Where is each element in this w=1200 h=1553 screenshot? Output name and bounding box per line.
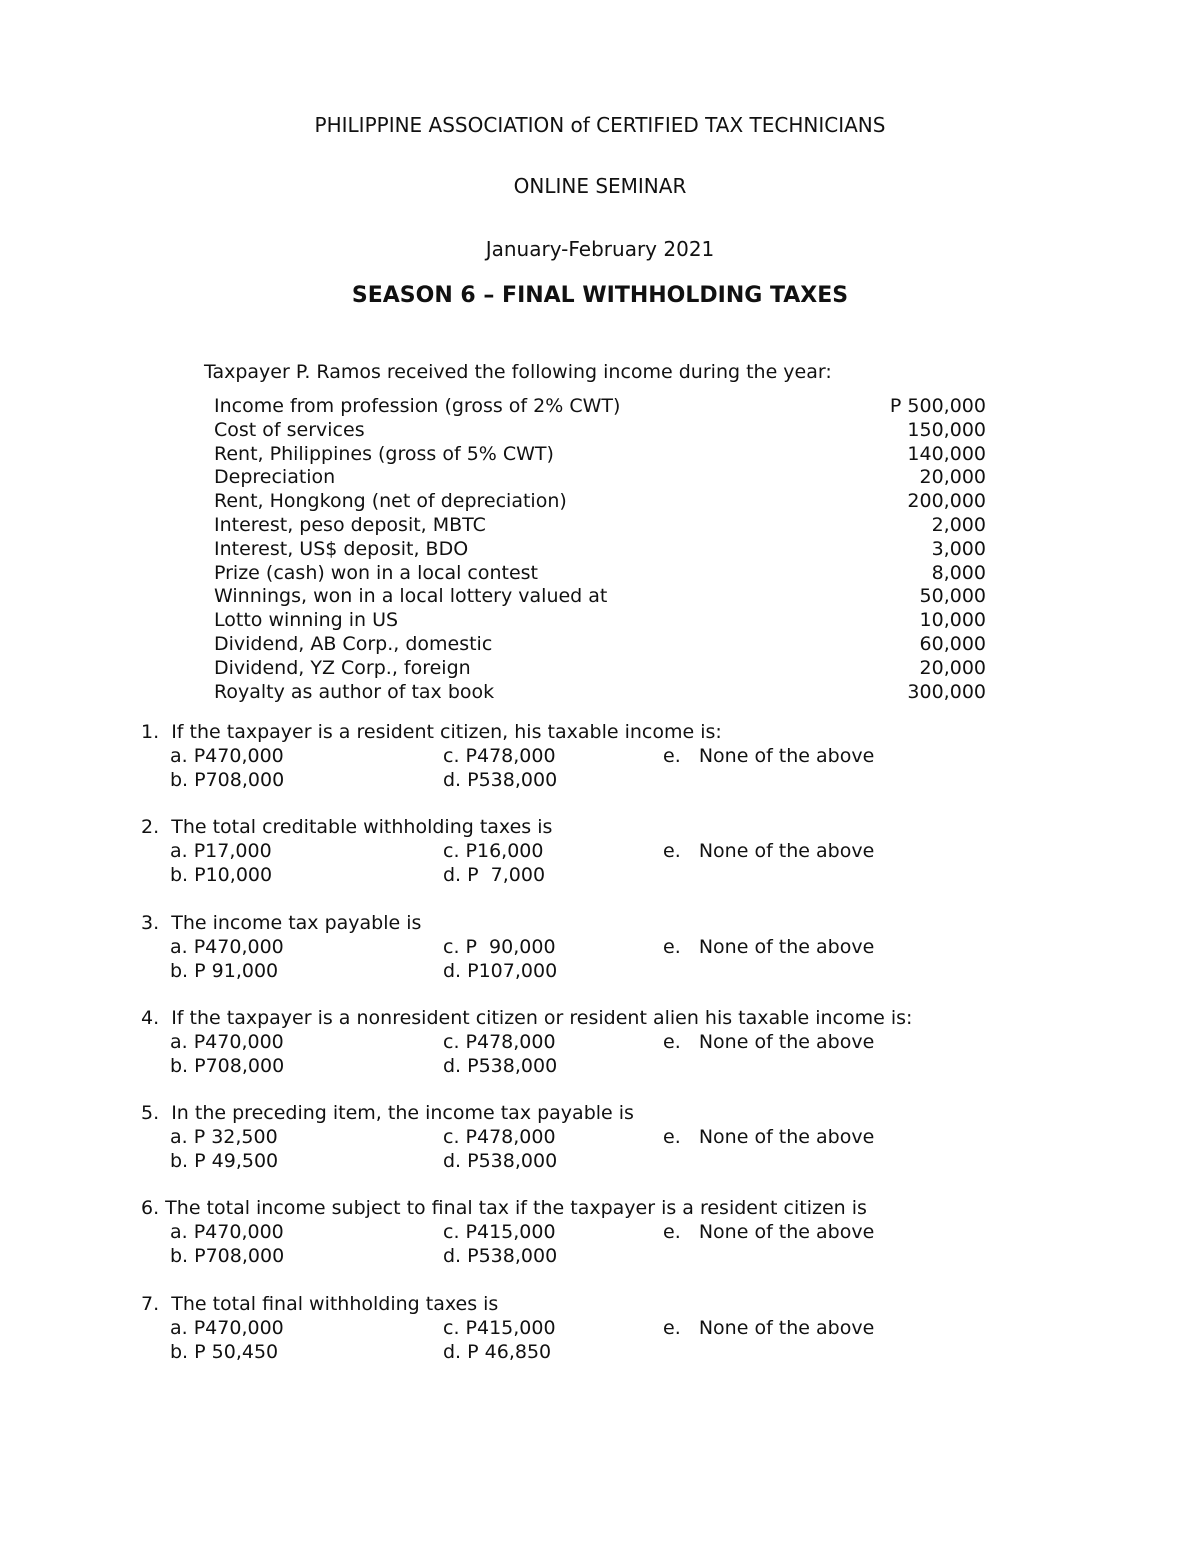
option-e: e. None of the above <box>663 1030 875 1053</box>
income-label: Interest, peso deposit, MBTC <box>214 513 486 536</box>
organization-heading: PHILIPPINE ASSOCIATION of CERTIFIED TAX TECHNICIANS <box>314 113 886 137</box>
question-stem: 7. The total final withholding taxes is <box>141 1292 499 1315</box>
question-stem: 4. If the taxpayer is a nonresident citizen or resident alien his taxable income is: <box>141 1006 913 1029</box>
income-row <box>214 442 986 466</box>
income-amount: 140,000 <box>907 442 986 465</box>
income-row <box>214 418 986 442</box>
income-label: Dividend, YZ Corp., foreign <box>214 656 471 679</box>
income-row <box>214 561 986 585</box>
income-label: Depreciation <box>214 466 336 489</box>
option-a: a. P 32,500 <box>170 1126 278 1149</box>
income-label: Interest, US$ deposit, BDO <box>214 537 469 560</box>
income-label: Prize (cash) won in a local contest <box>214 561 539 584</box>
income-row <box>214 394 986 418</box>
income-amount: 2,000 <box>931 513 986 536</box>
option-b: b. P 49,500 <box>170 1150 279 1173</box>
event-heading: ONLINE SEMINAR <box>513 174 687 198</box>
option-d: d. P538,000 <box>443 769 558 791</box>
option-a: a. P17,000 <box>170 840 272 863</box>
option-c: c. P478,000 <box>443 1126 556 1149</box>
income-label: Lotto winning in US <box>214 609 399 632</box>
question-item <box>141 1101 1041 1196</box>
question-item <box>141 720 1041 815</box>
income-amount: 200,000 <box>907 490 986 513</box>
income-amount: 8,000 <box>931 561 986 584</box>
option-b: b. P708,000 <box>170 1245 285 1268</box>
option-b: b. P 50,450 <box>170 1340 279 1363</box>
intro-text: Taxpayer P. Ramos received the following income during the year: <box>204 361 832 383</box>
income-label: Royalty as author of tax book <box>214 680 495 703</box>
income-label: Income from profession (gross of 2% CWT) <box>214 395 621 417</box>
option-a: a. P470,000 <box>170 935 284 958</box>
option-e: e. None of the above <box>663 1221 875 1244</box>
income-amount: 3,000 <box>931 537 986 560</box>
income-row <box>214 680 986 704</box>
page-title: SEASON 6 – FINAL WITHHOLDING TAXES <box>351 283 849 308</box>
income-row <box>214 465 986 489</box>
question-item <box>141 911 1041 1006</box>
question-item <box>141 1196 1041 1291</box>
income-label: Cost of services <box>214 418 365 441</box>
income-amount: 10,000 <box>919 609 986 632</box>
option-a: a. P470,000 <box>170 1316 284 1339</box>
income-amount: 50,000 <box>919 585 986 608</box>
option-e: e. None of the above <box>663 1316 875 1339</box>
income-amount: 150,000 <box>907 418 986 441</box>
income-row <box>214 632 986 656</box>
option-b: b. P708,000 <box>170 1054 285 1077</box>
income-row <box>214 489 986 513</box>
income-label: Rent, Hongkong (net of depreciation) <box>214 490 567 513</box>
option-c: c. P 90,000 <box>443 935 556 958</box>
option-d: d. P107,000 <box>443 959 558 982</box>
income-row <box>214 656 986 680</box>
option-e: e. None of the above <box>663 840 875 863</box>
option-a: a. P470,000 <box>170 1221 284 1244</box>
option-c: c. P16,000 <box>443 840 544 863</box>
income-row <box>214 513 986 537</box>
option-e: e. None of the above <box>663 1126 875 1149</box>
question-stem: 5. In the preceding item, the income tax payable is <box>141 1102 634 1125</box>
income-amount: P 500,000 <box>889 395 986 417</box>
question-item <box>141 815 1041 910</box>
question-stem: 3. The income tax payable is <box>141 911 422 934</box>
option-e: e. None of the above <box>663 745 875 767</box>
option-d: d. P 7,000 <box>443 864 546 887</box>
option-c: c. P478,000 <box>443 745 556 767</box>
option-b: b. P708,000 <box>170 769 285 791</box>
question-stem: 6. The total income subject to final tax if the taxpayer is a resident citizen is <box>141 1197 867 1220</box>
date-heading: January-February 2021 <box>485 237 715 261</box>
question-item <box>141 1292 1041 1387</box>
option-d: d. P538,000 <box>443 1054 558 1077</box>
income-row <box>214 584 986 608</box>
option-d: d. P538,000 <box>443 1245 558 1268</box>
option-c: c. P415,000 <box>443 1221 556 1244</box>
income-amount: 300,000 <box>907 680 986 703</box>
option-c: c. P478,000 <box>443 1030 556 1053</box>
option-c: c. P415,000 <box>443 1316 556 1339</box>
option-b: b. P 91,000 <box>170 959 279 982</box>
income-label: Rent, Philippines (gross of 5% CWT) <box>214 442 554 465</box>
option-d: d. P538,000 <box>443 1150 558 1173</box>
income-row <box>214 537 986 561</box>
option-b: b. P10,000 <box>170 864 273 887</box>
option-e: e. None of the above <box>663 935 875 958</box>
income-label: Dividend, AB Corp., domestic <box>214 632 493 655</box>
income-row <box>214 608 986 632</box>
income-amount: 20,000 <box>919 466 986 489</box>
option-a: a. P470,000 <box>170 1030 284 1053</box>
income-label: Winnings, won in a local lottery valued at <box>214 585 608 608</box>
income-list <box>214 394 986 703</box>
option-d: d. P 46,850 <box>443 1340 552 1363</box>
question-list <box>141 720 1041 1387</box>
income-amount: 20,000 <box>919 656 986 679</box>
option-a: a. P470,000 <box>170 745 284 767</box>
question-item <box>141 1006 1041 1101</box>
income-amount: 60,000 <box>919 632 986 655</box>
question-stem: 2. The total creditable withholding taxes is <box>141 816 553 839</box>
question-stem: 1. If the taxpayer is a resident citizen, his taxable income is: <box>141 721 722 743</box>
